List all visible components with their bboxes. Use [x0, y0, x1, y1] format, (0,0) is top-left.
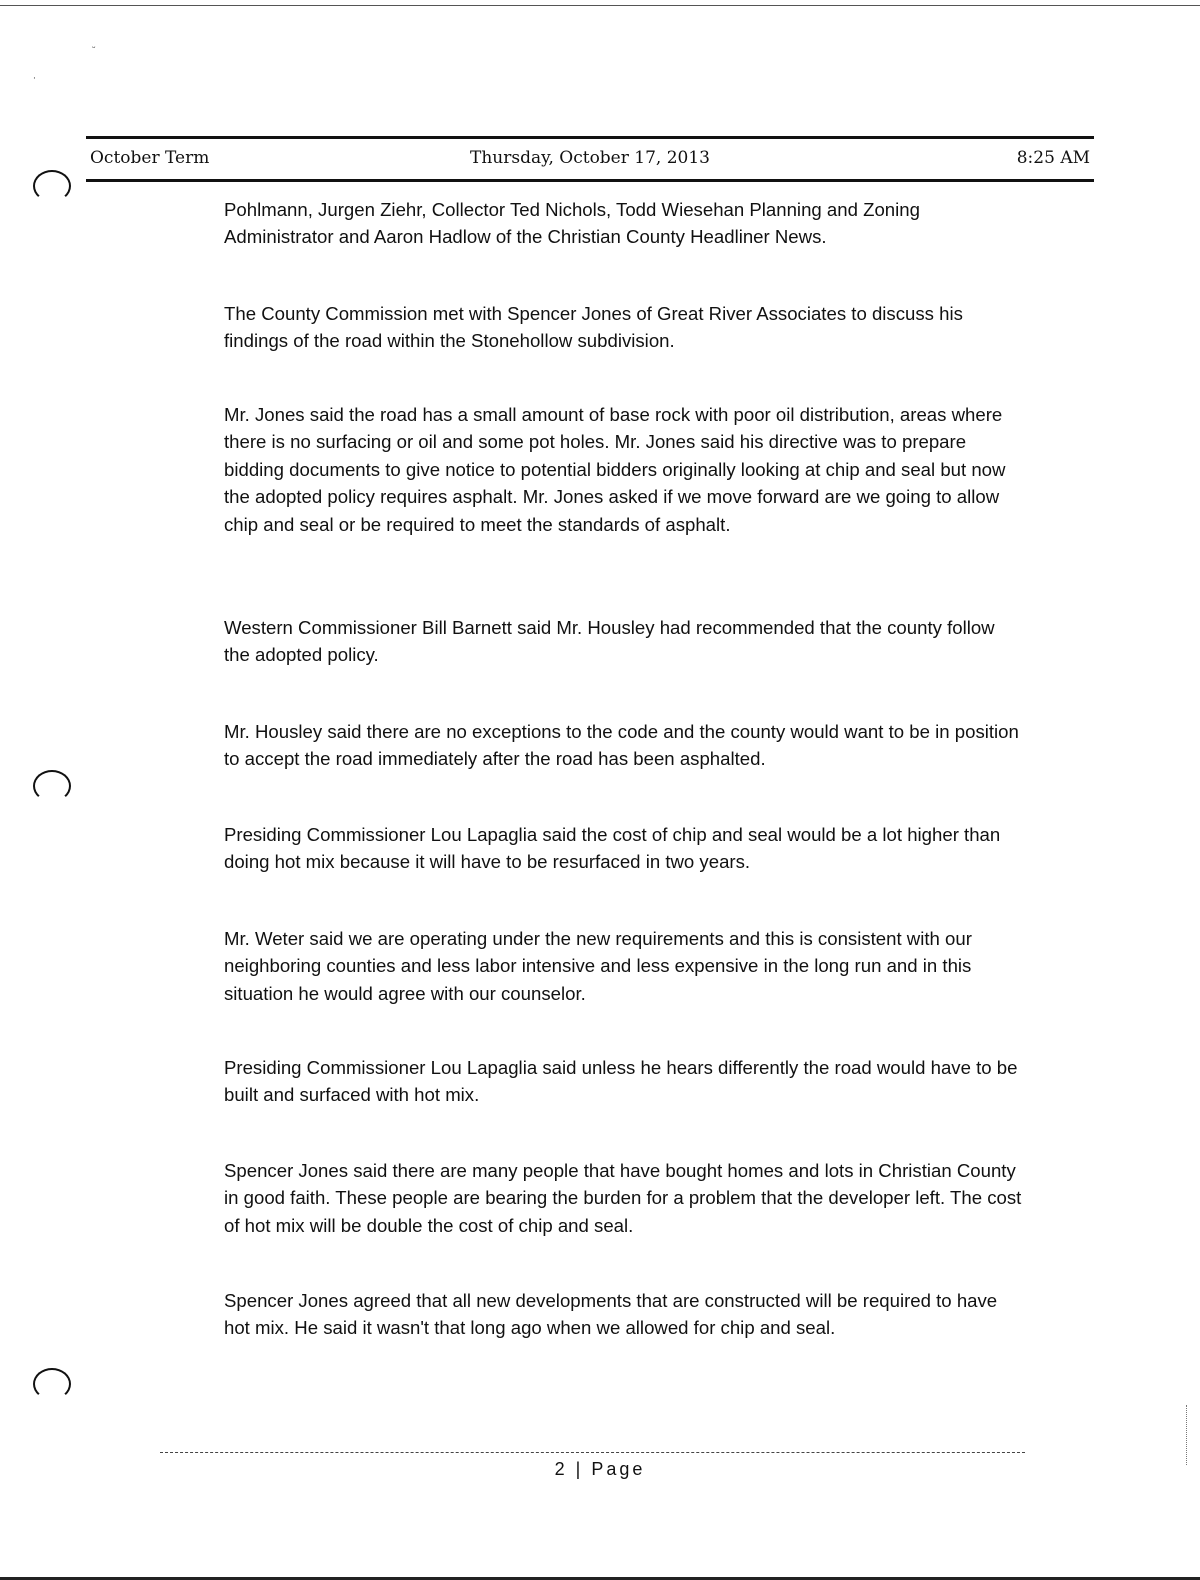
scan-top-edge — [0, 5, 1200, 6]
scan-speck: ᵕ — [92, 44, 96, 54]
paragraph-meeting: The County Commission met with Spencer Jones of Great River Associates to discuss his findings of the road within the Stonehollow subdivision. — [224, 303, 963, 352]
header-top-rule — [86, 136, 1094, 139]
header-date: Thursday, October 17, 2013 — [470, 148, 710, 168]
header-term: October Term — [90, 148, 210, 168]
paragraph-jones-findings: Mr. Jones said the road has a small amount of base rock with poor oil distribution, areas where there is no surfacing or oil and some pot holes. Mr. Jones said his directive was to prepare bidding documents to give notice to potential bidders originally looking at chip and seal but now the adopted policy requires asphalt. Mr. Jones asked if we move forward are we going to allow chip and seal or be required to meet the standards of asphalt. — [224, 404, 1006, 535]
paragraph-housley: Mr. Housley said there are no exceptions to the code and the county would want to be in position to accept the road immediately after the road has been asphalted. — [224, 721, 1019, 770]
paragraph-lapaglia-cost: Presiding Commissioner Lou Lapaglia said the cost of chip and seal would be a lot higher than doing hot mix because it will have to be resurfaced in two years. — [224, 824, 1001, 873]
paragraph-lapaglia-hotmix: Presiding Commissioner Lou Lapaglia said unless he hears differently the road would have to be built and surfaced with hot mix. — [224, 1057, 1018, 1106]
page-number: 2 | Page — [554, 1459, 646, 1479]
document-header — [86, 136, 1094, 184]
binder-hole-icon — [33, 770, 71, 802]
paragraph-jones-agreed: Spencer Jones agreed that all new developments that are constructed will be required to have hot mix. He said it wasn't that long ago when we allowed for chip and seal. — [224, 1290, 998, 1339]
binder-hole-icon — [33, 1368, 71, 1400]
scan-edge-mark — [1186, 1405, 1187, 1465]
scan-speck: · — [33, 74, 36, 84]
footer-rule — [160, 1452, 1025, 1453]
paragraph-weter: Mr. Weter said we are operating under the new requirements and this is consistent with our neighboring counties and less labor intensive and less expensive in the long run and in this situation he would agree with our counselor. — [224, 928, 972, 1004]
binder-hole-icon — [33, 170, 71, 202]
header-bottom-rule — [86, 179, 1094, 182]
paragraph-barnett: Western Commissioner Bill Barnett said Mr. Housley had recommended that the county follow the adopted policy. — [224, 617, 995, 666]
paragraph-jones-burden: Spencer Jones said there are many people that have bought homes and lots in Christian County in good faith. These people are bearing the burden for a problem that the developer left. The cost of hot mix will be double the cost of chip and seal. — [224, 1160, 1022, 1236]
paragraph-attendees: Pohlmann, Jurgen Ziehr, Collector Ted Nichols, Todd Wiesehan Planning and Zoning Administrator and Aaron Hadlow of the Christian County Headliner News. — [224, 199, 920, 248]
header-time: 8:25 AM — [1016, 148, 1090, 168]
